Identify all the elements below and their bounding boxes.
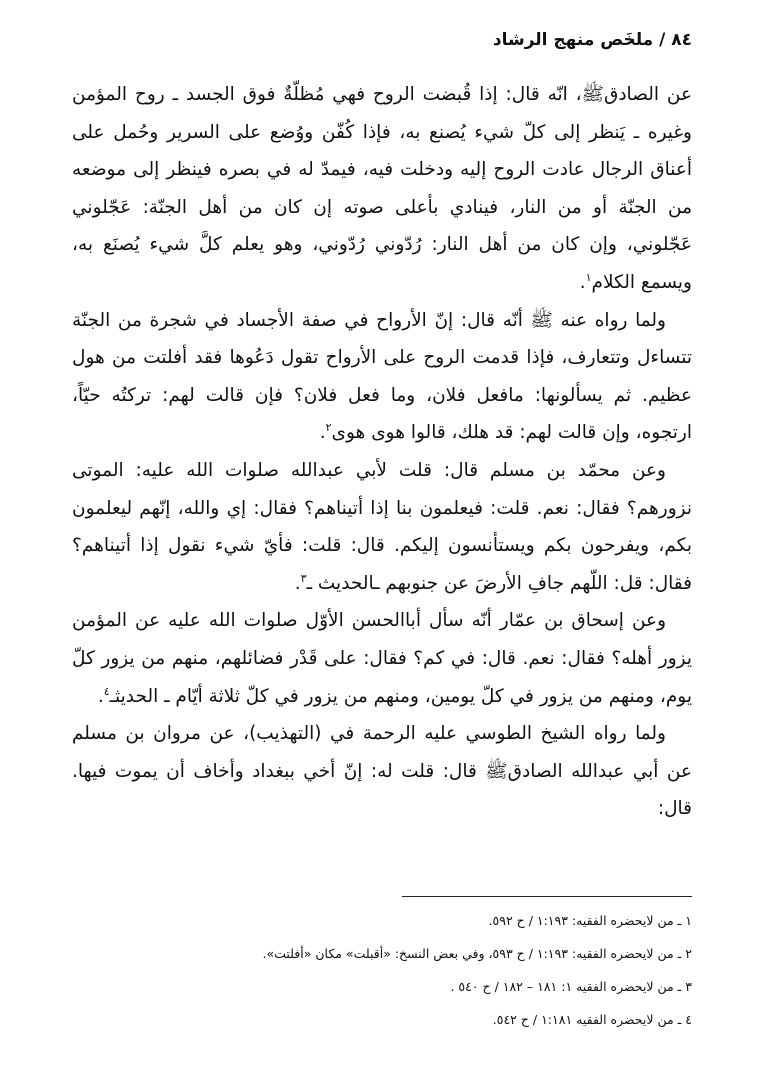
footnote-2: ٢ ـ من لايحضره الفقيه: ١:١٩٣ / ح ٥٩٣، وفي بعض النسخ: «أقبلت» مكان «أفلتت». (262, 946, 692, 961)
paragraph-1: عن الصادقﷺ، انّه قال: إذا قُبضت الروح فهي مُظلّةٌ فوق الجسد ـ روح المؤمن وغيره ـ يَنظر إلى كلّ شيء يُصنع به، فإذا كُفّن ووُضع على السرير وحُمل على أعناق الرجال عادت الروح إليه ودخلت فيه، فيمدّ له في بصره فينظر إلى موضعه من الجنّة أو من النار، فينادي بأعلى صوته إن كان من أهل الجنّة: عَجّلوني عَجّلوني، وإن كان من أهل النار: رُدّوني رُدّوني، وهو يعلم كلَّ شيء يُصنَع به، ويسمع الكلام$^١$. (72, 84, 692, 293)
footnote-marker: ١ (585, 270, 592, 284)
paragraph-text: وعن إسحاق بن عمّار أنّه سأل أباالحسن الأوّل صلوات الله عليه عن المؤمن يزور أهله؟ فقال: نعم. قال: في كم؟ فقال: على قَدْر فضائلهم، منهم من يزور كلّ يوم، ومنهم من يزور في كلّ يومين، ومنهم من يزور في كلّ ثلاثة أيّام ـ الحديثـ (72, 610, 692, 707)
footnotes (72, 904, 692, 1036)
main-text (72, 76, 692, 828)
footnote-3: ٣ ـ من لايحضره الفقيه ١: ١٨١ – ١٨٢ / ح ٥٤٠ . (450, 979, 692, 994)
paragraph-text: وعن محمّد بن مسلم قال: قلت لأبي عبدالله صلوات الله عليه: الموتى نزورهم؟ فقال: نعم. قلت: فيعلمون بنا إذا أتيناهم؟ فقال: إي والله، إنّهم ليعلمون بكم، ويفرحون بكم ويستأنسون إليكم. قال: قلت: فأيّ شيء نقول إذا أتيناهم؟ فقال: قل: اللّهم جافِ الأرضَ عن جنوبهم ـالحديث ـ (72, 459, 692, 594)
footnote-divider (402, 896, 692, 897)
footnote-marker: ٢ (325, 421, 332, 435)
paragraph-text: ولما رواه عنه ﷺ أنّه قال: إنّ الأرواح في صفة الأجساد في شجرة من الجنّة تتساءل وتتعارف، فإذا قدمت الروح على الأرواح تقول دَعُوها فقد أفلتت من هول عظيم. ثم يسألونها: مافعل فلان، وما فعل فلان؟ فإن قالت لهم: تركتُه حيّاً، ارتجوه، وإن قالت لهم: قد هلك، قالوا هوى هوى (72, 309, 692, 444)
paragraph-5 (72, 715, 692, 828)
footnote-4: ٤ ـ من لايحضره الفقيه ١:١٨١ / ح ٥٤٢. (492, 1012, 692, 1027)
paragraph-text: ولما رواه الشيخ الطوسي عليه الرحمة في (التهذيب)، عن مروان بن مسلم عن أبي عبدالله الصادقﷺ قال: قلت له: إنّ أخي ببغداد وأخاف أن يموت فيها. قال: (72, 723, 692, 820)
paragraph-text: عن الصادقﷺ، انّه قال: إذا قُبضت الروح فهي مُظلّةٌ فوق الجسد ـ روح المؤمن وغيره ـ يَنظر إلى كلّ شيء يُصنع به، فإذا كُفّن ووُضع على السرير وحُمل على أعناق الرجال عادت الروح إليه ودخلت فيه، فيمدّ له في بصره فينظر إلى موضعه من الجنّة أو من النار، فينادي بأعلى صوته إن كان من أهل الجنّة: عَجّلوني عَجّلوني، وإن كان من أهل النار: رُدّوني رُدّوني، وهو يعلم كلَّ شيء يُصنَع به، ويسمع الكلام (72, 84, 692, 293)
paragraph-3: وعن محمّد بن مسلم قال: قلت لأبي عبدالله صلوات الله عليه: الموتى نزورهم؟ فقال: نعم. قلت: فيعلمون بنا إذا أتيناهم؟ فقال: إي والله، إنّهم ليعلمون بكم، ويفرحون بكم ويستأنسون إليكم. قال: قلت: فأيّ شيء نقول إذا أتيناهم؟ فقال: قل: اللّهم جافِ الأرضَ عن جنوبهم ـالحديث ـ$^٣$. (72, 459, 692, 594)
paragraph-2: ولما رواه عنه ﷺ أنّه قال: إنّ الأرواح في صفة الأجساد في شجرة من الجنّة تتساءل وتتعارف، فإذا قدمت الروح على الأرواح تقول دَعُوها فقد أفلتت من هول عظيم. ثم يسألونها: مافعل فلان، وما فعل فلان؟ فإن قالت لهم: تركتُه حيّاً، ارتجوه، وإن قالت لهم: قد هلك، قالوا هوى هوى$^٢$. (72, 309, 692, 444)
running-header (493, 30, 692, 50)
paragraph-4: وعن إسحاق بن عمّار أنّه سأل أباالحسن الأوّل صلوات الله عليه عن المؤمن يزور أهله؟ فقال: نعم. قال: في كم؟ فقال: على قَدْر فضائلهم، منهم من يزور كلّ يوم، ومنهم من يزور في كلّ يومين، ومنهم من يزور في كلّ ثلاثة أيّام ـ الحديثـ$^٤$. (72, 610, 692, 707)
footnote-1: ١ ـ من لايحضره الفقيه: ١:١٩٣ / ح ٥٩٢. (488, 913, 692, 928)
running-title: ٨٤ / ملخَص منهج الرشاد (492, 30, 692, 50)
footnote-marker: ٤ (103, 684, 110, 698)
footnote-marker: ٣ (300, 571, 307, 585)
